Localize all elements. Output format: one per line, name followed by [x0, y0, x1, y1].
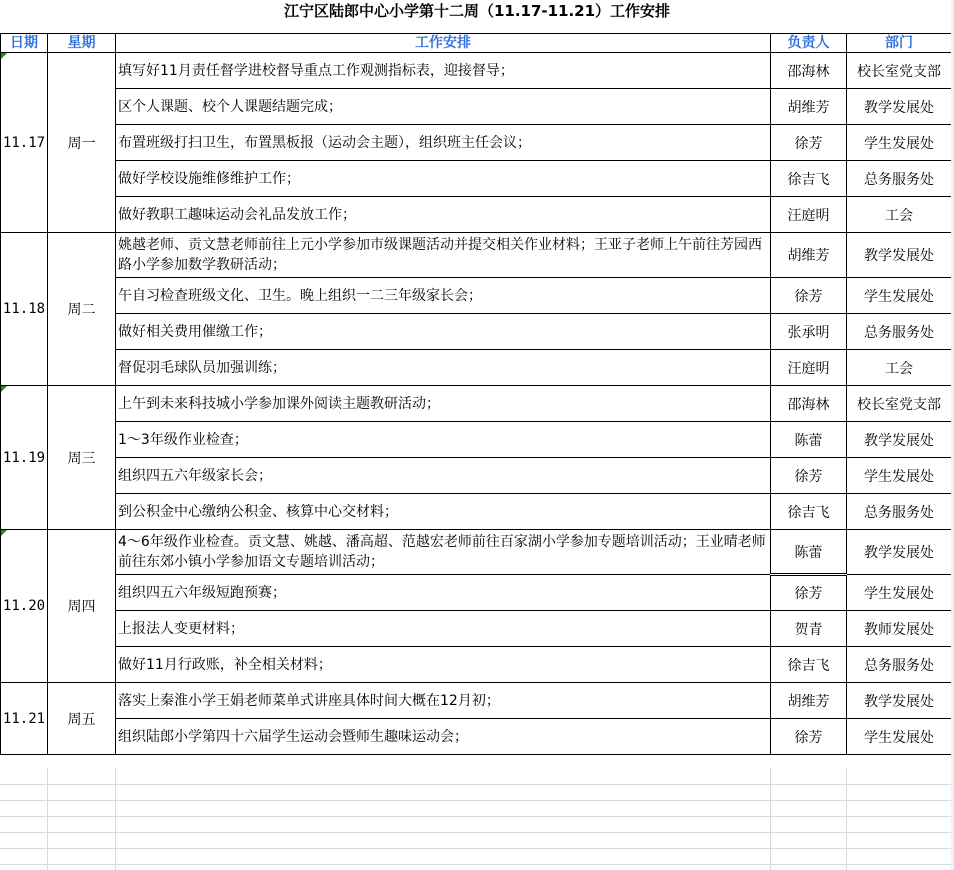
- person-cell[interactable]: 邵海林: [771, 386, 847, 422]
- table-row: [1, 458, 952, 494]
- dept-cell[interactable]: 教学发展处: [847, 422, 952, 458]
- weekday-cell[interactable]: 周四: [48, 530, 116, 683]
- person-cell[interactable]: 张承明: [771, 314, 847, 350]
- person-cell[interactable]: 胡维芳: [771, 683, 847, 719]
- person-cell[interactable]: 徐吉飞: [771, 161, 847, 197]
- dept-cell[interactable]: 学生发展处: [847, 719, 952, 755]
- gridline: [0, 816, 954, 817]
- header-row: [1, 34, 952, 53]
- weekday-cell[interactable]: 周五: [48, 683, 116, 755]
- table-row: [1, 350, 952, 386]
- person-cell[interactable]: 汪庭明: [771, 350, 847, 386]
- table-row: [1, 278, 952, 314]
- dept-cell[interactable]: 教学发展处: [847, 89, 952, 125]
- person-cell[interactable]: 徐芳: [771, 719, 847, 755]
- task-cell[interactable]: 填写好11月责任督学进校督导重点工作观测指标表，迎接督导；: [116, 53, 771, 89]
- task-cell[interactable]: 组织陆郎小学第四十六届学生运动会暨师生趣味运动会；: [116, 719, 771, 755]
- table-row: [1, 683, 952, 719]
- table-row: [1, 494, 952, 530]
- person-cell[interactable]: 胡维芳: [771, 89, 847, 125]
- table-row: [1, 197, 952, 233]
- task-cell[interactable]: 午自习检查班级文化、卫生。晚上组织一二三年级家长会；: [116, 278, 771, 314]
- dept-cell[interactable]: 学生发展处: [847, 458, 952, 494]
- person-cell[interactable]: 贺青: [771, 611, 847, 647]
- person-cell[interactable]: 徐芳: [771, 278, 847, 314]
- task-cell[interactable]: 4～6年级作业检查。贡文慧、姚越、潘高超、范越宏老师前往百家湖小学参加专题培训活动；王业晴老师前往东郊小镇小学参加语文专题培训活动；: [116, 530, 771, 575]
- person-cell[interactable]: 徐吉飞: [771, 494, 847, 530]
- person-cell[interactable]: 汪庭明: [771, 197, 847, 233]
- dept-cell[interactable]: 学生发展处: [847, 575, 952, 611]
- comment-indicator-icon: [1, 530, 7, 536]
- dept-cell[interactable]: 学生发展处: [847, 278, 952, 314]
- dept-cell[interactable]: 总务服务处: [847, 314, 952, 350]
- comment-indicator-icon: [1, 53, 7, 59]
- table-row: [1, 233, 952, 278]
- person-cell[interactable]: 胡维芳: [771, 233, 847, 278]
- header-task[interactable]: 工作安排: [116, 34, 771, 53]
- header-date[interactable]: 日期: [1, 34, 48, 53]
- task-cell[interactable]: 到公积金中心缴纳公积金、核算中心交材料；: [116, 494, 771, 530]
- empty-gridlines: [0, 768, 954, 870]
- task-cell[interactable]: 区个人课题、校个人课题结题完成；: [116, 89, 771, 125]
- task-cell[interactable]: 组织四五六年级家长会；: [116, 458, 771, 494]
- person-cell[interactable]: 邵海林: [771, 53, 847, 89]
- dept-cell[interactable]: 教学发展处: [847, 530, 952, 575]
- schedule-table: [0, 33, 952, 755]
- weekday-cell[interactable]: 周一: [48, 53, 116, 233]
- date-cell[interactable]: 11.20: [1, 530, 48, 683]
- dept-cell[interactable]: 校长室党支部: [847, 386, 952, 422]
- task-cell[interactable]: 1～3年级作业检查；: [116, 422, 771, 458]
- table-row: [1, 386, 952, 422]
- table-row: [1, 125, 952, 161]
- task-cell[interactable]: 做好教职工趣味运动会礼品发放工作；: [116, 197, 771, 233]
- task-cell[interactable]: 上午到未来科技城小学参加课外阅读主题教研活动；: [116, 386, 771, 422]
- dept-cell[interactable]: 工会: [847, 350, 952, 386]
- gridline: [0, 784, 954, 785]
- person-cell[interactable]: 陈蕾: [771, 530, 847, 575]
- date-cell[interactable]: 11.19: [1, 386, 48, 530]
- header-weekday[interactable]: 星期: [48, 34, 116, 53]
- table-row: [1, 314, 952, 350]
- gridline: [115, 768, 116, 870]
- dept-cell[interactable]: 总务服务处: [847, 494, 952, 530]
- person-cell[interactable]: 徐芳: [771, 575, 847, 611]
- weekday-cell[interactable]: 周二: [48, 233, 116, 386]
- gridline: [0, 848, 954, 849]
- task-cell[interactable]: 做好学校设施维修维护工作；: [116, 161, 771, 197]
- dept-cell[interactable]: 工会: [847, 197, 952, 233]
- task-cell[interactable]: 督促羽毛球队员加强训练；: [116, 350, 771, 386]
- table-row: [1, 53, 952, 89]
- dept-cell[interactable]: 学生发展处: [847, 125, 952, 161]
- task-cell[interactable]: 做好相关费用催缴工作；: [116, 314, 771, 350]
- table-row: [1, 89, 952, 125]
- gridline: [846, 768, 847, 870]
- table-row: [1, 575, 952, 611]
- task-cell[interactable]: 布置班级打扫卫生，布置黑板报（运动会主题），组织班主任会议；: [116, 125, 771, 161]
- task-cell[interactable]: 上报法人变更材料；: [116, 611, 771, 647]
- gridline: [0, 800, 954, 801]
- table-row: [1, 611, 952, 647]
- comment-indicator-icon: [1, 386, 7, 392]
- gridline: [0, 864, 954, 865]
- person-cell[interactable]: 徐吉飞: [771, 647, 847, 683]
- date-cell[interactable]: 11.21: [1, 683, 48, 755]
- header-person[interactable]: 负责人: [771, 34, 847, 53]
- gridline: [47, 768, 48, 870]
- person-cell[interactable]: 徐芳: [771, 125, 847, 161]
- task-cell[interactable]: 落实上秦淮小学王娟老师菜单式讲座具体时间大概在12月初；: [116, 683, 771, 719]
- date-cell[interactable]: 11.18: [1, 233, 48, 386]
- task-cell[interactable]: 做好11月行政账，补全相关材料；: [116, 647, 771, 683]
- gridline: [770, 768, 771, 870]
- table-row: [1, 719, 952, 755]
- person-cell[interactable]: 陈蕾: [771, 422, 847, 458]
- dept-cell[interactable]: 总务服务处: [847, 161, 952, 197]
- task-cell[interactable]: 组织四五六年级短跑预赛；: [116, 575, 771, 611]
- weekday-cell[interactable]: 周三: [48, 386, 116, 530]
- gridline: [0, 832, 954, 833]
- dept-cell[interactable]: 总务服务处: [847, 647, 952, 683]
- table-row: [1, 647, 952, 683]
- task-cell[interactable]: 姚越老师、贡文慧老师前往上元小学参加市级课题活动并提交相关作业材料；王亚子老师上午前往芳园西路小学参加数学教研活动；: [116, 233, 771, 278]
- table-row: [1, 161, 952, 197]
- sheet-title: 江宁区陆郎中心小学第十二周（11.17-11.21）工作安排: [283, 2, 671, 20]
- dept-cell[interactable]: 教学发展处: [847, 683, 952, 719]
- dept-cell[interactable]: 校长室党支部: [847, 53, 952, 89]
- table-row: [1, 422, 952, 458]
- dept-cell[interactable]: 教学发展处: [847, 233, 952, 278]
- table-row: [1, 530, 952, 575]
- person-cell[interactable]: 徐芳: [771, 458, 847, 494]
- date-cell[interactable]: 11.17: [1, 53, 48, 233]
- header-dept[interactable]: 部门: [847, 34, 952, 53]
- dept-cell[interactable]: 教师发展处: [847, 611, 952, 647]
